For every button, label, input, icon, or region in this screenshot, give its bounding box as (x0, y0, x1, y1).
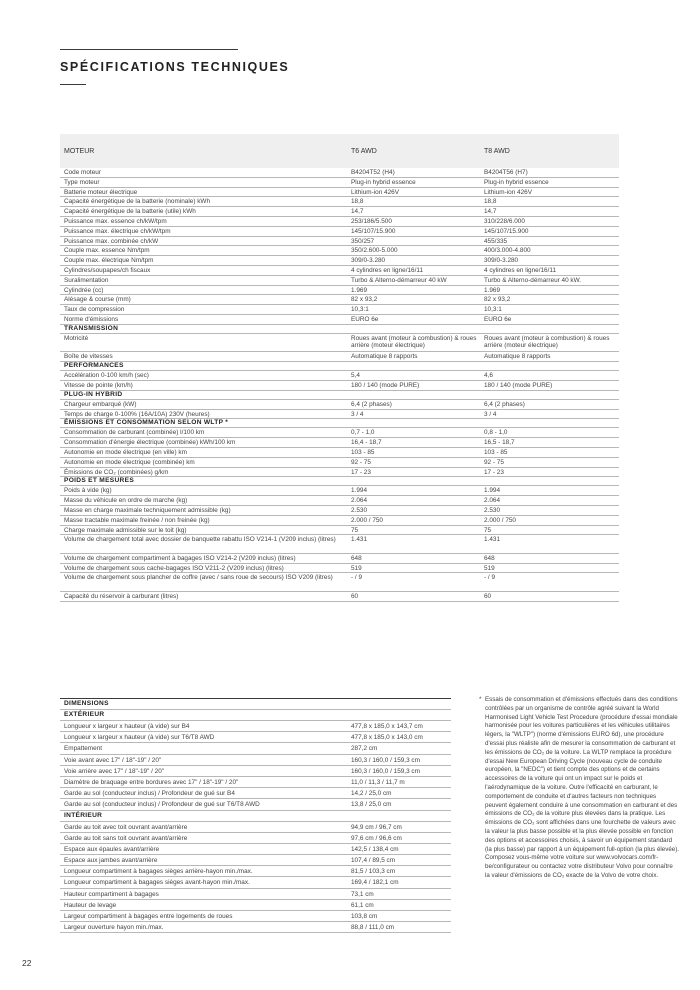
value-t6: 309/0-3.280 (351, 257, 386, 265)
table-row (60, 400, 619, 410)
row-label: Boîte de vitesses (64, 353, 113, 361)
value-t6: Roues avant (moteur à combustion) & roues arrière (moteur électrique) (351, 334, 477, 350)
section-heading: PERFORMANCES (60, 362, 619, 371)
section-heading: EXTÉRIEUR (60, 710, 451, 721)
value-t8: 10,3:1 (484, 306, 502, 314)
value-t8: EURO 6e (484, 315, 512, 323)
table-row (60, 286, 619, 296)
table-row (60, 866, 451, 877)
table-row (60, 535, 619, 554)
header-label: MOTEUR (64, 148, 95, 155)
table-row (60, 889, 451, 900)
table-row (60, 227, 619, 237)
row-label: Largeur ouverture hayon min./max. (64, 924, 164, 932)
header-col-t8: T8 AWD (484, 148, 510, 155)
row-label: Autonomie en mode électrique (en ville) km (64, 448, 187, 456)
row-label: Puissance max. électrique ch/kW/tpm (64, 227, 171, 235)
table-row (60, 911, 451, 922)
table-row (60, 410, 619, 420)
value-t8: 1.431 (484, 536, 500, 544)
row-label: Largeur compartiment à bagages entre logements de roues (64, 913, 233, 920)
value-t8: 0,8 - 1,0 (484, 429, 508, 437)
value-t8: B4204T56 (H7) (484, 169, 528, 176)
value-t8: 2.530 (484, 506, 500, 514)
value-t6: Lithium-ion 426V (351, 188, 399, 196)
value-t8: 103 - 85 (484, 448, 508, 456)
value-t8: 4 cylindres en ligne/16/11 (484, 266, 557, 274)
value-t6: 92 - 75 (351, 458, 371, 466)
value: 477,8 x 185,0 x 143,7 cm (351, 723, 423, 730)
value-t6: 16,4 - 18,7 (351, 439, 382, 447)
row-label: Alésage & course (mm) (64, 296, 131, 304)
value-t6: 350/257 (351, 237, 375, 245)
row-label: Capacité énergétique de la batterie (nominale) kWh (64, 198, 211, 206)
value-t6: 3 / 4 (351, 410, 364, 418)
row-label: Voie avant avec 17" / 18"-19" / 20" (64, 756, 162, 764)
value-t6: EURO 6e (351, 315, 379, 323)
table-row (60, 777, 451, 788)
value-t6: 103 - 85 (351, 448, 375, 456)
value-t8: 60 (484, 593, 492, 601)
row-label: Code moteur (64, 169, 101, 176)
value: 287,2 cm (351, 745, 378, 753)
table-row (60, 458, 619, 468)
value-t8: Lithium-ion 426V (484, 188, 532, 196)
table-row (60, 246, 619, 256)
table-header (60, 134, 619, 168)
row-label: Masse du véhicule en ordre de marche (kg) (64, 497, 188, 505)
value: 142,5 / 138,4 cm (351, 845, 399, 853)
value-t8: 400/3.000-4.800 (484, 247, 531, 255)
row-label: Hauteur compartiment à bagages (64, 890, 159, 898)
section-heading: POIDS ET MESURES (60, 477, 619, 486)
row-label: Puissance max. combinée ch/kW (64, 237, 159, 245)
value-t6: 18,8 (351, 198, 364, 206)
row-label: Capacité du réservoir à carburant (litres) (64, 593, 179, 601)
row-label: Garde au toit avec toit ouvrant avant/arrière (64, 823, 188, 831)
table-row (60, 188, 619, 198)
value-t8: 648 (484, 554, 495, 562)
table-row (60, 516, 619, 526)
row-label: Voie arrière avec 17" / 18"-19" / 20" (64, 767, 165, 775)
value-t8: Automatique 8 rapports (484, 353, 551, 361)
row-label: Masse tractable maximale freinée / non freinée (kg) (64, 516, 210, 524)
value: 11,0 / 11,3 / 11,7 m (351, 778, 405, 786)
value-t6: 17 - 23 (351, 468, 371, 476)
value: 61,1 cm (351, 901, 374, 909)
row-label: Garde au toit sans toit ouvrant avant/arrière (64, 834, 188, 842)
row-label: Suralimentation (64, 276, 109, 284)
value-t8: 75 (484, 526, 492, 534)
engine-spec-table (60, 134, 619, 602)
table-row (60, 755, 451, 766)
value-t8: 2.064 (484, 497, 500, 505)
table-row (60, 844, 451, 855)
value: 73,1 cm (351, 890, 374, 898)
table-row (60, 486, 619, 496)
row-label: Taux de compression (64, 306, 125, 314)
table-row (60, 352, 619, 362)
row-label: Longueur compartiment à bagages sièges arrière-hayon min./max. (64, 868, 253, 876)
value: 160,3 / 160,0 / 159,3 cm (351, 756, 420, 764)
row-label: Capacité énergétique de la batterie (utile) kWh (64, 208, 196, 216)
value-t8: 455/335 (484, 237, 508, 245)
row-label: Émissions de CO₂ (combinées) g/km (64, 468, 169, 476)
value-t8: 92 - 75 (484, 458, 504, 466)
value-t6: 1.969 (351, 286, 367, 294)
table-row (60, 237, 619, 247)
header-col-t6: T6 AWD (351, 148, 377, 155)
value-t6: 14,7 (351, 208, 364, 216)
value-t6: Plug-in hybrid essence (351, 178, 416, 186)
section-heading: TRANSMISSION (60, 325, 619, 334)
row-label: Longueur x largeur x hauteur (à vide) sur T6/T8 AWD (64, 734, 215, 742)
row-label: Diamètre de braquage entre bordures avec 17" / 18"-19" / 20" (64, 778, 239, 786)
table-row (60, 305, 619, 315)
row-label: Garde au sol (conducteur inclus) / Profondeur de gué sur T6/T8 AWD (64, 801, 260, 809)
table-row (60, 276, 619, 286)
row-label: Chargeur embarqué (kW) (64, 400, 137, 408)
title-underline (60, 84, 86, 85)
row-label: Accélération 0-100 km/h (sec) (64, 372, 149, 380)
value: 477,8 x 185,0 x 143,0 cm (351, 734, 423, 742)
table-row (60, 256, 619, 266)
footnote-text: Essais de consommation et d'émissions effectués dans des conditions contrôlées par un organisme de contrôle agréé suivant la World Harmonised Light Vehicle Test Procedure (procédure d'essai mondiale harmonisée pour les voitures particulières et les véhicules utilitaires légers, la "WLTP") (norme d'émissions EURO 6d), une procédure d'essai plus réaliste afin de mesurer la consommation de carburant et les émissions de CO₂ de la voiture. La WLTP remplace la procédure d'essai New European Driving Cycle (nouveau cycle de conduite européen, la "NEDC") et tient compte des options et de certains accessoires de la voiture qui ont un impact sur le poids et l'aérodynamique de la voiture. Outre l'efficacité en carburant, le comportement de conduite et d'autres facteurs non techniques peuvent également conduire à une consommation en carburant et des émissions de CO₂ de la voiture plus élevées dans la pratique. Les émissions de CO₂ sont affichées dans une fourchette de valeurs avec la valeur la plus basse possible et la plus élevée possible en fonction des options et accessoires choisis, à savoir un équipement standard (la plus basse) par rapport à un équipement full-option (la plus élevée). Composez vous-même votre voiture sur www.volvocars.com/fr-be/configurateur ou contactez votre distributeur Volvo pour connaître la valeur d'émissions de CO₂ exacte de la Volvo de votre choix. (485, 696, 679, 879)
dimensions-table (60, 698, 451, 933)
value-t6: 75 (351, 526, 359, 534)
row-label: Empattement (64, 745, 103, 753)
row-label: Cylindres/soupapes/ch fiscaux (64, 266, 151, 274)
row-label: Vitesse de pointe (km/h) (64, 381, 133, 389)
table-row (60, 496, 619, 506)
value-t6: 145/107/15.900 (351, 227, 396, 235)
table-row (60, 554, 619, 564)
value-t8: Turbo & Alterno-démarreur 40 kW. (484, 276, 582, 284)
row-label: Volume de chargement sous plancher de coffre (avec / sans roue de secours) ISO V209 (litres) (64, 574, 333, 582)
value-t6: 1.431 (351, 536, 367, 544)
row-label: Volume de chargement sous cache-bagages ISO V211-2 (V209 inclus) (litres) (64, 564, 284, 572)
value-t6: 180 / 140 (mode PURE) (351, 381, 420, 389)
table-row (60, 743, 451, 754)
value-t8: 145/107/15.900 (484, 227, 529, 235)
value-t6: 4 cylindres en ligne/16/11 (351, 266, 424, 274)
section-heading: ÉMISSIONS ET CONSOMMATION SELON WLTP * (60, 419, 619, 428)
value-t6: 10,3:1 (351, 306, 369, 314)
row-label: Autonomie en mode électrique (combinée) km (64, 458, 195, 466)
table-row (60, 900, 451, 911)
value-t8: 519 (484, 564, 495, 572)
table-row (60, 592, 619, 602)
table-row (60, 855, 451, 866)
table-row (60, 438, 619, 448)
row-label: Longueur compartiment à bagages sièges avant-hayon min./max. (64, 879, 250, 887)
table-row (60, 822, 451, 833)
section-heading: DIMENSIONS (60, 699, 451, 710)
table-row (60, 766, 451, 777)
spec-table-body (60, 168, 619, 602)
dimensions-table-body (60, 699, 451, 933)
table-row (60, 207, 619, 217)
value-t8: 1.994 (484, 487, 500, 495)
row-label: Consommation d'énergie électrique (combinée) kWh/100 km (64, 439, 236, 447)
table-row (60, 217, 619, 227)
value: 13,8 / 25,0 cm (351, 801, 392, 809)
row-label: Cylindrée (cc) (64, 286, 104, 294)
table-row (60, 573, 619, 592)
table-row (60, 799, 451, 810)
table-row (60, 877, 451, 888)
table-row (60, 266, 619, 276)
value-t8: Roues avant (moteur à combustion) & roues arrière (moteur électrique) (484, 334, 610, 350)
value-t6: 2.064 (351, 497, 367, 505)
row-label: Espace aux jambes avant/arrière (64, 857, 158, 865)
value: 88,8 / 111,0 cm (351, 924, 395, 932)
table-row (60, 371, 619, 381)
value-t6: 82 x 93,2 (351, 296, 378, 304)
value-t6: 5,4 (351, 372, 360, 380)
value: 81,5 / 103,3 cm (351, 868, 396, 876)
value: 169,4 / 182,1 cm (351, 879, 399, 887)
wltp-footnote (479, 696, 679, 881)
table-row (60, 564, 619, 574)
table-row (60, 468, 619, 478)
value-t6: 0,7 - 1,0 (351, 429, 375, 437)
value-t8: 17 - 23 (484, 468, 504, 476)
row-label: Garde au sol (conducteur inclus) / Profondeur de gué sur B4 (64, 790, 235, 798)
row-label: Motricité (64, 334, 89, 342)
row-label: Puissance max. essence ch/kW/tpm (64, 217, 167, 225)
table-row (60, 788, 451, 799)
row-label: Type moteur (64, 178, 100, 186)
value-t8: 82 x 93,2 (484, 296, 511, 304)
value-t6: B4204T52 (H4) (351, 169, 395, 176)
value-t8: 1.969 (484, 286, 500, 294)
value-t8: 310/228/6.000 (484, 217, 525, 225)
value: 14,2 / 25,0 cm (351, 790, 392, 798)
value-t8: 18,8 (484, 198, 497, 206)
row-label: Volume de chargement total avec dossier de banquette rabattu ISO V214-1 (V209 inclus) (litres) (64, 536, 336, 544)
section-heading: PLUG-IN HYBRID (60, 391, 619, 400)
value-t8: 6,4 (2 phases) (484, 400, 525, 408)
value-t6: 648 (351, 554, 362, 562)
table-row (60, 922, 451, 933)
value-t6: 253/186/5.500 (351, 217, 392, 225)
table-row (60, 526, 619, 536)
table-row (60, 197, 619, 207)
table-row (60, 334, 619, 353)
value-t8: - / 9 (484, 574, 496, 582)
row-label: Norme d'émissions (64, 315, 119, 323)
value-t6: 6,4 (2 phases) (351, 400, 392, 408)
value: 107,4 / 89,5 cm (351, 857, 396, 865)
table-row (60, 178, 619, 188)
value-t6: 2.530 (351, 506, 367, 514)
page-number: 22 (22, 958, 32, 968)
row-label: Temps de charge 0-100% (16A/10A) 230V (heures) (64, 410, 210, 418)
value-t8: 2.000 / 750 (484, 516, 516, 524)
value-t6: 350/2.600-5.000 (351, 247, 398, 255)
table-row (60, 428, 619, 438)
page-title: SPÉCIFICATIONS TECHNIQUES (60, 60, 290, 74)
table-row (60, 721, 451, 732)
value-t6: 1.994 (351, 487, 367, 495)
value-t8: 180 / 140 (mode PURE) (484, 381, 553, 389)
value: 94,9 cm / 96,7 cm (351, 823, 402, 831)
section-heading: INTÉRIEUR (60, 811, 451, 822)
table-row (60, 168, 619, 178)
table-row (60, 833, 451, 844)
value-t6: 2.000 / 750 (351, 516, 383, 524)
table-row (60, 295, 619, 305)
value-t8: 309/0-3.280 (484, 257, 519, 265)
row-label: Couple max. essence Nm/tpm (64, 247, 150, 255)
value-t8: 14,7 (484, 208, 497, 216)
row-label: Espace aux épaules avant/arrière (64, 845, 160, 853)
row-label: Masse en charge maximale techniquement admissible (kg) (64, 506, 231, 514)
row-label: Couple max. électrique Nm/tpm (64, 257, 154, 265)
row-label: Consommation de carburant (combinée) l/100 km (64, 429, 205, 437)
row-label: Volume de chargement compartiment à bagages ISO V214-2 (V209 inclus) (litres) (64, 554, 296, 562)
table-row (60, 506, 619, 516)
table-row (60, 381, 619, 391)
value-t6: Turbo & Alterno-démarreur 40 kW (351, 276, 447, 284)
value-t8: Plug-in hybrid essence (484, 178, 549, 186)
footnote-asterisk: * (479, 696, 482, 703)
table-row (60, 448, 619, 458)
row-label: Longueur x largeur x hauteur (à vide) sur B4 (64, 723, 190, 730)
value-t6: 519 (351, 564, 362, 572)
value-t6: - / 9 (351, 574, 363, 582)
top-rule (60, 49, 238, 50)
value: 97,6 cm / 96,6 cm (351, 834, 402, 842)
value-t8: 16,5 - 18,7 (484, 439, 515, 447)
value: 160,3 / 160,0 / 159,3 cm (351, 767, 420, 775)
row-label: Batterie moteur électrique (64, 188, 138, 196)
row-label: Hauteur de levage (64, 901, 117, 909)
row-label: Charge maximale admissible sur le toit (kg) (64, 526, 187, 534)
value-t6: 60 (351, 593, 359, 601)
table-row (60, 315, 619, 325)
value-t8: 3 / 4 (484, 410, 497, 418)
value: 103,8 cm (351, 913, 378, 920)
value-t6: Automatique 8 rapports (351, 353, 418, 361)
table-row (60, 732, 451, 743)
value-t8: 4,6 (484, 372, 493, 380)
row-label: Poids à vide (kg) (64, 487, 112, 495)
